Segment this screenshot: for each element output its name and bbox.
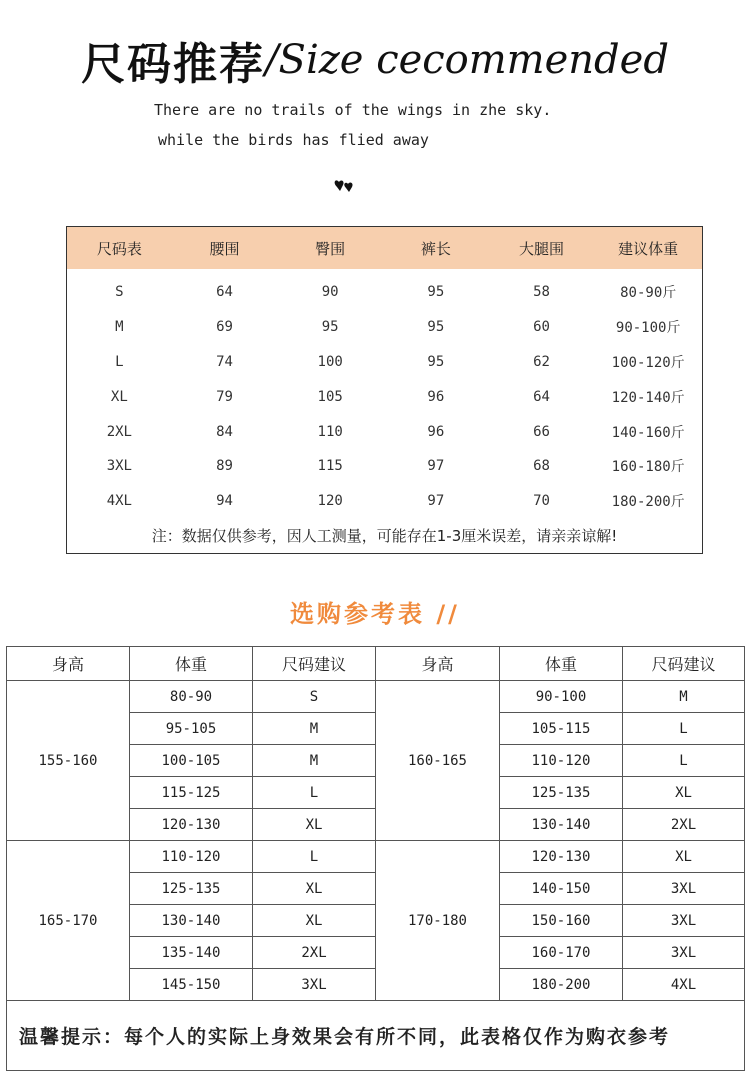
cell: XL	[253, 873, 376, 905]
cell: 80-90	[130, 681, 253, 713]
height-group-cell: 155-160	[7, 681, 130, 841]
cell: 90	[321, 284, 339, 301]
cell: M	[253, 745, 376, 777]
cell: 150-160	[500, 905, 623, 937]
cell: 95	[427, 353, 445, 370]
cell: 95	[427, 319, 445, 336]
cell: 160-170	[500, 937, 623, 969]
cell: 110-120	[500, 745, 623, 777]
table-row	[7, 841, 745, 873]
cell: 115	[317, 458, 343, 475]
cell: L	[115, 353, 124, 370]
header-cell: 尺码建议	[253, 647, 376, 681]
header-cell: 身高	[7, 647, 130, 681]
cell: 70	[533, 493, 550, 510]
cell: 110	[317, 423, 343, 440]
cell: 69	[216, 319, 233, 336]
cell: M	[115, 319, 124, 336]
cell: 130-140	[130, 905, 253, 937]
cell: S	[253, 681, 376, 713]
table-row	[67, 310, 702, 345]
cell: 100-120斤	[611, 354, 685, 371]
cell: 180-200斤	[611, 494, 685, 511]
cell: L	[623, 745, 745, 777]
cell: 160-180斤	[611, 459, 685, 476]
cell: 74	[216, 353, 233, 370]
table-row	[67, 449, 702, 484]
cell: 2XL	[106, 423, 132, 440]
cell: 110-120	[130, 841, 253, 873]
cell: 120-130	[500, 841, 623, 873]
cell: 90-100斤	[615, 320, 681, 337]
size-chart-note: 注：数据仅供参考，因人工测量，可能存在1-3厘米误差，请亲亲谅解!	[151, 527, 618, 545]
cell: L	[623, 713, 745, 745]
height-group-cell: 160-165	[376, 681, 500, 841]
size-chart-header	[67, 227, 702, 269]
cell: 79	[216, 388, 233, 405]
header-cell: 大腿围	[519, 239, 565, 258]
cell: 68	[533, 458, 550, 475]
cell: S	[115, 284, 124, 301]
cell: 125-135	[500, 777, 623, 809]
table-row	[67, 414, 702, 449]
cell: 80-90斤	[620, 285, 677, 302]
cell: 140-150	[500, 873, 623, 905]
cell: 120-130	[130, 809, 253, 841]
header-cell: 身高	[376, 647, 500, 681]
cell: 96	[427, 423, 445, 440]
cell: M	[623, 681, 745, 713]
cell: 120	[317, 493, 343, 510]
table-row	[7, 681, 745, 713]
header-cell: 建议体重	[618, 239, 679, 258]
cell: 89	[216, 458, 233, 475]
guide-header-row	[7, 647, 745, 681]
cell: 2XL	[623, 809, 745, 841]
header-cell: 尺码建议	[623, 647, 745, 681]
cell: 3XL	[253, 969, 376, 1001]
cell: XL	[623, 777, 745, 809]
cell: 120-140斤	[611, 389, 685, 406]
header-cell: 体重	[500, 647, 623, 681]
cell: 135-140	[130, 937, 253, 969]
cell: 58	[533, 284, 550, 301]
cell: 145-150	[130, 969, 253, 1001]
cell: 60	[533, 319, 550, 336]
cell: 125-135	[130, 873, 253, 905]
cell: 140-160斤	[611, 424, 685, 441]
height-group-cell: 165-170	[7, 841, 130, 1001]
title-en: /Size cecommended	[265, 37, 669, 83]
cell: 95	[321, 319, 339, 336]
table-row	[67, 484, 702, 519]
size-chart-table	[66, 226, 703, 554]
cell: 3XL	[106, 458, 132, 475]
cell: 4XL	[106, 493, 132, 510]
tagline-2: while the birds has flied away	[158, 131, 429, 149]
cell: 84	[216, 423, 233, 440]
header-cell: 体重	[130, 647, 253, 681]
cell: XL	[253, 809, 376, 841]
cell: 3XL	[623, 905, 745, 937]
hearts-icon	[333, 176, 359, 196]
cell: 95-105	[130, 713, 253, 745]
cell: 130-140	[500, 809, 623, 841]
cell: 4XL	[623, 969, 745, 1001]
cell: 105-115	[500, 713, 623, 745]
cell: XL	[623, 841, 745, 873]
purchase-guide-table	[6, 646, 745, 1071]
cell: 115-125	[130, 777, 253, 809]
header-cell: 臀围	[315, 239, 346, 258]
table-row	[67, 379, 702, 414]
cell: 66	[533, 423, 550, 440]
table-row	[67, 275, 702, 310]
cell: 96	[427, 388, 445, 405]
guide-title: 选购参考表 //	[290, 600, 460, 628]
height-group-cell: 170-180	[376, 841, 500, 1001]
cell: 62	[533, 353, 550, 370]
cell: 97	[427, 493, 445, 510]
cell: L	[253, 777, 376, 809]
title-cn: 尺码推荐	[81, 39, 266, 90]
cell: L	[253, 841, 376, 873]
cell: 94	[216, 493, 233, 510]
cell: 100-105	[130, 745, 253, 777]
table-row	[67, 345, 702, 380]
tagline-1: There are no trails of the wings in zhe sky.	[154, 101, 552, 119]
cell: XL	[253, 905, 376, 937]
cell: 3XL	[623, 873, 745, 905]
cell: 90-100	[500, 681, 623, 713]
tip-text: 温馨提示：每个人的实际上身效果会有所不同，此表格仅作为购衣参考	[7, 1001, 745, 1071]
cell: 100	[317, 353, 343, 370]
cell: 64	[533, 388, 550, 405]
cell: 2XL	[253, 937, 376, 969]
cell: XL	[110, 388, 128, 405]
cell: 95	[427, 284, 445, 301]
cell: 97	[427, 458, 445, 475]
page-title	[0, 28, 750, 90]
tip-row	[7, 1001, 745, 1071]
header-cell: 裤长	[420, 239, 451, 258]
cell: 64	[216, 284, 233, 301]
cell: 180-200	[500, 969, 623, 1001]
cell: M	[253, 713, 376, 745]
header-cell: 尺码表	[96, 239, 142, 258]
cell: 105	[317, 388, 343, 405]
cell: 3XL	[623, 937, 745, 969]
header-cell: 腰围	[209, 239, 240, 258]
